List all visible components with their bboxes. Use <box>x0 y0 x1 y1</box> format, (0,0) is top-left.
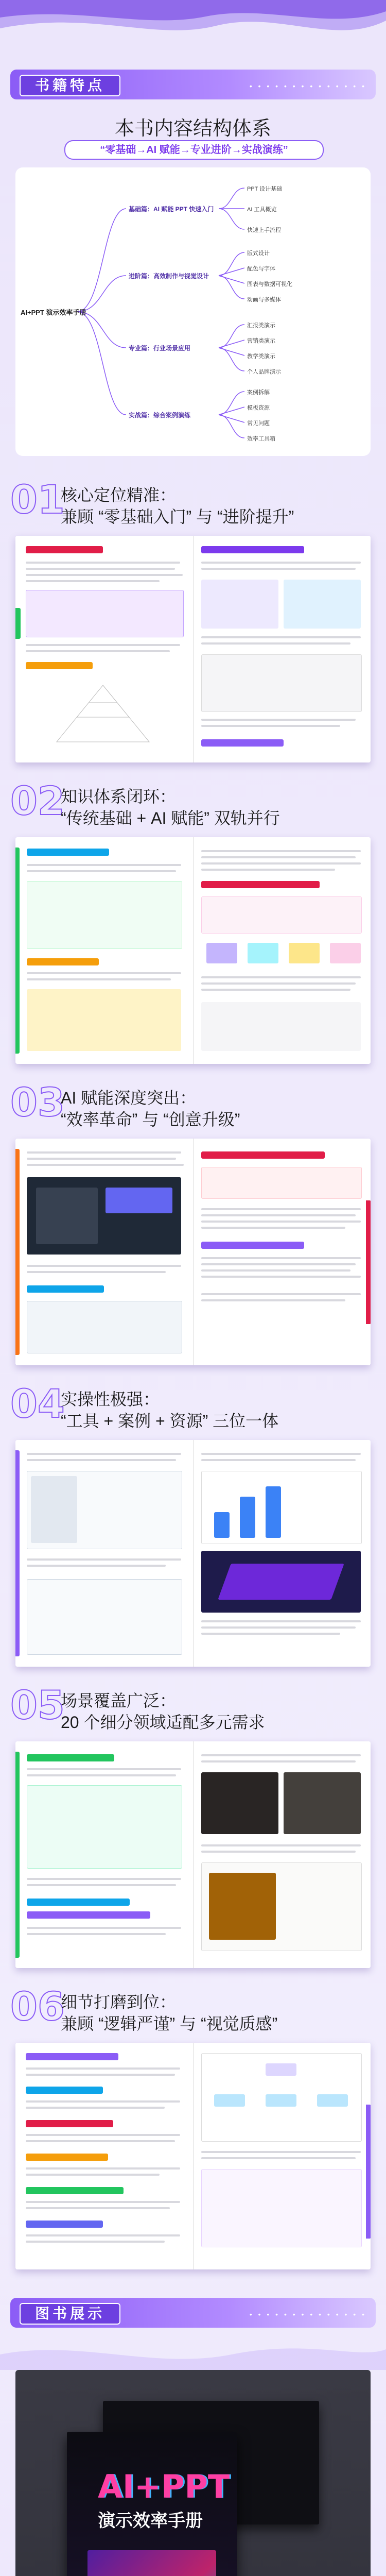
mindmap-leaf: AI 工具概览 <box>247 207 277 213</box>
book-spread-preview <box>15 1139 371 1365</box>
mindmap-leaf: 图表与数据可视化 <box>247 281 292 287</box>
section-subheading: 20 个细分领域适配多元需求 <box>61 1713 265 1732</box>
book-spread-preview <box>15 837 371 1064</box>
mindmap-root: AI+PPT 演示效率手册 <box>21 309 86 316</box>
mindmap-leaf: 教学类演示 <box>247 353 275 360</box>
mindmap-leaf: 案例拆解 <box>247 389 270 396</box>
book-cover-top <box>67 2432 237 2576</box>
structure-title: 本书内容结构体系 <box>114 118 271 140</box>
mindmap-leaf: 动画与多媒体 <box>247 297 281 303</box>
section-subheading: “工具 + 案例 + 资源” 三位一体 <box>61 1412 279 1430</box>
mindmap-branch-2: 进阶篇：高效制作与视觉设计 <box>129 273 209 280</box>
features-banner-title: 书籍特点 <box>20 75 120 96</box>
mindmap-branch-4: 实战篇：综合案例演练 <box>129 412 191 419</box>
book-spread-preview <box>15 1440 371 1667</box>
section-number: 03 <box>10 1079 65 1125</box>
section-subheading: “传统基础 + AI 赋能” 双轨并行 <box>61 809 280 827</box>
mindmap-leaf: 快速上手流程 <box>247 227 281 233</box>
banner-dots: • • • • • • • • • • • • • • <box>249 2310 366 2318</box>
section-heading: 核心定位精准： <box>61 486 177 504</box>
section-number: 06 <box>10 1984 65 2029</box>
mindmap-leaf: 版式设计 <box>247 250 270 257</box>
book-spread-preview <box>15 1741 371 1968</box>
section-heading: 细节打磨到位： <box>61 1993 177 2011</box>
section-heading: 实操性极强： <box>61 1390 160 1409</box>
section-number: 05 <box>10 1682 65 1728</box>
banner-dots: • • • • • • • • • • • • • • <box>249 82 366 90</box>
features-banner <box>10 70 376 99</box>
mindmap-branch-3: 专业篇：行业场景应用 <box>129 345 191 352</box>
mindmap-leaf: 个人品牌演示 <box>247 369 281 375</box>
cover-title: AI+PPT <box>98 2468 230 2505</box>
section-number: 01 <box>10 477 65 522</box>
section-number: 04 <box>10 1381 65 1427</box>
mindmap-leaf: 效率工具箱 <box>247 436 275 442</box>
structure-subtitle: “零基础→AI 赋能→专业进阶→实战演练” <box>64 140 324 160</box>
top-wave-decoration <box>0 0 386 57</box>
pyramid-figure <box>46 680 160 747</box>
section-heading: 场景覆盖广泛： <box>61 1691 177 1710</box>
section-subheading: “效率革命” 与 “创意升级” <box>61 1110 240 1129</box>
book-spread-preview <box>15 536 371 762</box>
mindmap-leaf: PPT 设计基础 <box>247 186 283 192</box>
showcase-banner-title: 图书展示 <box>20 2303 120 2325</box>
section-heading: AI 赋能深度突出： <box>61 1089 197 1107</box>
mindmap-branch-1: 基础篇：AI 赋能 PPT 快速入门 <box>129 206 214 213</box>
mindmap-leaf: 常见问题 <box>247 420 270 427</box>
mindmap-leaf: 配色与字体 <box>247 266 275 272</box>
section-number: 02 <box>10 778 65 824</box>
section-subheading: 兼顾 “逻辑严谨” 与 “视觉质感” <box>61 2014 278 2033</box>
mindmap-leaf: 汇报类演示 <box>247 323 275 329</box>
content-structure-mindmap <box>15 167 371 456</box>
mindmap-leaf: 营销类演示 <box>247 338 275 344</box>
mid-wave-decoration <box>0 2339 386 2370</box>
book-spread-preview <box>15 2043 371 2269</box>
showcase-banner <box>10 2298 376 2328</box>
section-heading: 知识体系闭环： <box>61 787 177 806</box>
mindmap-leaf: 模板资源 <box>247 405 270 411</box>
cover-subtitle: 演示效率手册 <box>98 2511 203 2531</box>
section-subheading: 兼顾 “零基础入门” 与 “进阶提升” <box>61 507 294 526</box>
